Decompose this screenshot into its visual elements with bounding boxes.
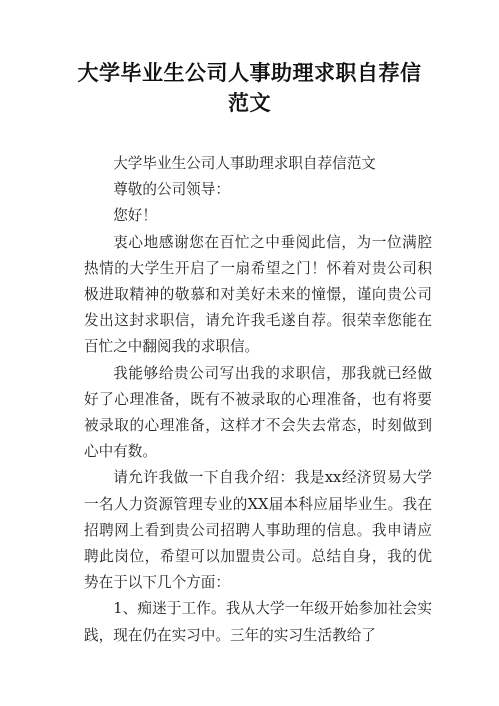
document-title bbox=[60, 58, 439, 118]
document-body bbox=[84, 151, 432, 649]
paragraph-point-1: 1、痴迷于工作。我从大学一年级开始参加社会实践，现在仍在实习中。三年的实习生活教给了 bbox=[84, 600, 432, 644]
paragraph-greeting: 您好！ bbox=[113, 207, 157, 225]
paragraph-salutation: 尊敬的公司领导： bbox=[113, 181, 230, 199]
paragraph-heading: 大学毕业生公司人事助理求职自荐信范文 bbox=[113, 155, 376, 172]
paragraph-preparation: 我能够给贵公司写出我的求职信，那我就已经做好了心理准备，既有不被录取的心理准备，也有将要被录取的心理准备，这样才不会失去常态，时刻做到心中有数。 bbox=[84, 364, 432, 461]
paragraph-thanks: 衷心地感谢您在百忙之中垂阅此信，为一位满腔热情的大学生开启了一扇希望之门！怀着对贵公司积极进取精神的敬慕和对美好未来的憧憬，谨向贵公司发出这封求职信，请允许我毛遂自荐。很荣幸您能在百忙之中翻阅我的求职信。 bbox=[84, 233, 432, 356]
paragraph-self-introduction: 请允许我做一下自我介绍：我是xx经济贸易大学一名人力资源管理专业的XX届本科应届毕业生。我在招聘网上看到贵公司招聘人事助理的信息。我申请应聘此岗位，希望可以加盟贵公司。总结自身，我的优势在于以下几个方面： bbox=[84, 469, 432, 592]
title-line-1: 大学毕业生公司人事助理求职自荐信 bbox=[77, 61, 422, 85]
title-line-2: 范文 bbox=[228, 91, 271, 115]
